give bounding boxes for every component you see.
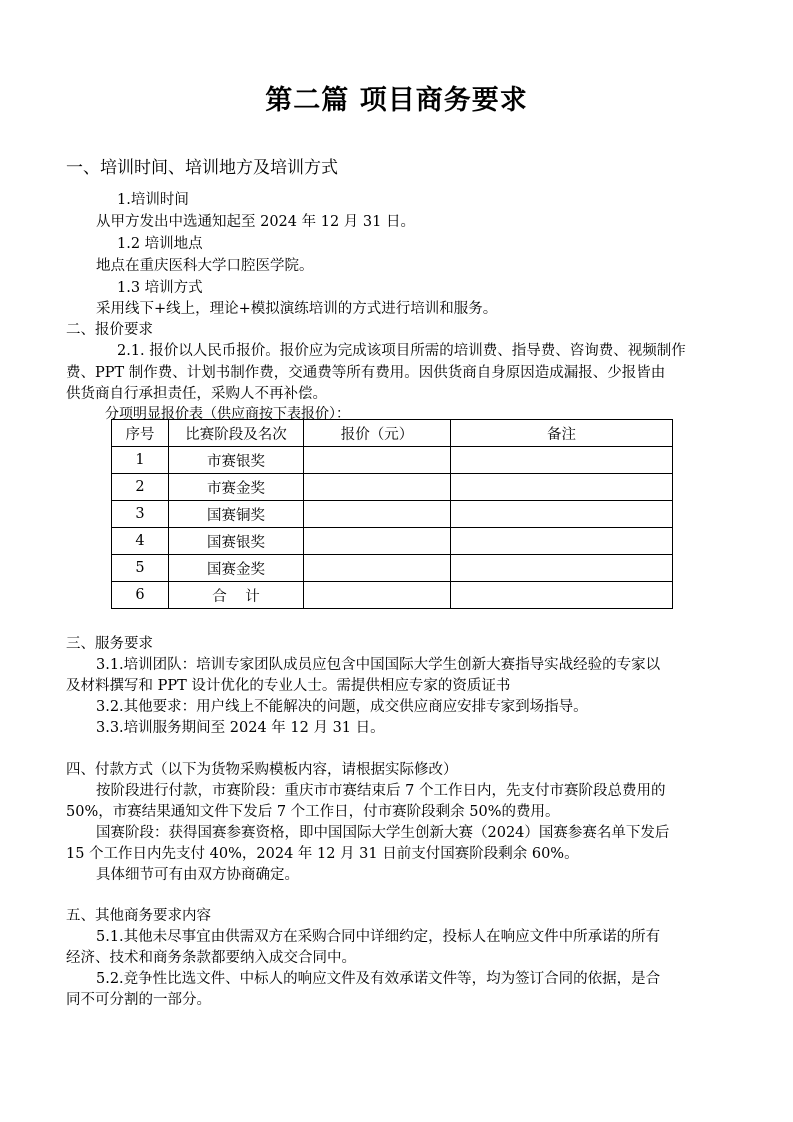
payment-stage-line-1: 按阶段进行付款，市赛阶段：重庆市市赛结束后 7 个工作日内，先支付市赛阶段总费用的 <box>96 783 666 799</box>
service-team-line-2: 及材料撰写和 PPT 设计优化的专业人士。需提供相应专家的资质证书 <box>66 678 511 694</box>
row-index: 6 <box>112 582 169 609</box>
page-title: 第二篇 项目商务要求 <box>265 85 528 116</box>
payment-stage-line-2: 50%，市赛结果通知文件下发后 7 个工作日，付市赛阶段剩余 50%的费用。 <box>66 804 560 820</box>
row-price-cell <box>304 474 451 501</box>
row-price-cell <box>304 528 451 555</box>
row-index: 5 <box>112 555 169 582</box>
row-stage: 市赛金奖 <box>169 474 304 501</box>
section-3-heading: 三、服务要求 <box>66 636 153 652</box>
pricing-paragraph-line-2: 费、PPT 制作费、计划书制作费，交通费等所有费用。因供货商自身原因造成漏报、少报皆由 <box>66 365 666 381</box>
row-stage: 合 计 <box>169 582 304 609</box>
table-row <box>112 582 673 609</box>
row-stage: 市赛银奖 <box>169 447 304 474</box>
row-price-cell <box>304 447 451 474</box>
training-time-label: 1.培训时间 <box>117 192 189 208</box>
row-price-cell <box>304 501 451 528</box>
row-stage: 国赛银奖 <box>169 528 304 555</box>
row-remark-cell <box>451 528 673 555</box>
table-row <box>112 447 673 474</box>
row-remark-cell <box>451 447 673 474</box>
table-caption: 分项明显报价表（供应商按下表报价）： <box>105 406 350 422</box>
service-other-requirement: 3.2.其他要求：用户线上不能解决的问题，成交供应商应安排专家到场指导。 <box>96 699 588 715</box>
training-location-label: 1.2 培训地点 <box>117 236 203 252</box>
section-2-heading: 二、报价要求 <box>66 322 153 338</box>
payment-national-line-1: 国赛阶段：获得国赛参赛资格，即中国国际大学生创新大赛（2024）国赛参赛名单下发后 <box>96 825 670 841</box>
header-stage: 比赛阶段及名次 <box>169 420 304 447</box>
table-header-row <box>112 420 673 447</box>
row-remark-cell <box>451 582 673 609</box>
header-price: 报价（元） <box>304 420 451 447</box>
row-stage: 国赛金奖 <box>169 555 304 582</box>
header-index: 序号 <box>112 420 169 447</box>
training-location-text: 地点在重庆医科大学口腔医学院。 <box>96 258 314 274</box>
training-time-text: 从甲方发出中选通知起至 2024 年 12 月 31 日。 <box>96 214 415 230</box>
contract-basis-line-2: 同不可分割的一部分。 <box>66 992 211 1008</box>
service-period: 3.3.培训服务期间至 2024 年 12 月 31 日。 <box>96 720 385 736</box>
table-row <box>112 555 673 582</box>
payment-national-line-2: 15 个工作日内先支付 40%，2024 年 12 月 31 日前支付国赛阶段剩余 60%。 <box>66 846 579 862</box>
row-remark-cell <box>451 474 673 501</box>
other-terms-line-2: 经济、技术和商务条款都要纳入成交合同中。 <box>66 950 356 966</box>
row-remark-cell <box>451 555 673 582</box>
price-table <box>111 419 673 609</box>
row-index: 4 <box>112 528 169 555</box>
pricing-paragraph-line-1: 2.1. 报价以人民币报价。报价应为完成该项目所需的培训费、指导费、咨询费、视频制作 <box>117 343 686 359</box>
row-index: 2 <box>112 474 169 501</box>
training-method-text: 采用线下+线上，理论+模拟演练培训的方式进行培训和服务。 <box>96 301 498 317</box>
row-index: 1 <box>112 447 169 474</box>
section-4-heading: 四、付款方式（以下为货物采购模板内容，请根据实际修改） <box>66 762 458 778</box>
header-remark: 备注 <box>451 420 673 447</box>
section-1-heading: 一、培训时间、培训地方及培训方式 <box>66 158 338 178</box>
other-terms-line-1: 5.1.其他未尽事宜由供需双方在采购合同中详细约定，投标人在响应文件中所承诺的所有 <box>96 929 661 945</box>
row-stage: 国赛铜奖 <box>169 501 304 528</box>
row-price-cell <box>304 582 451 609</box>
row-remark-cell <box>451 501 673 528</box>
pricing-paragraph-line-3: 供货商自行承担责任，采购人不再补偿。 <box>66 386 327 402</box>
table-row <box>112 501 673 528</box>
payment-details: 具体细节可有由双方协商确定。 <box>96 867 299 883</box>
row-price-cell <box>304 555 451 582</box>
row-index: 3 <box>112 501 169 528</box>
service-team-line-1: 3.1.培训团队：培训专家团队成员应包含中国国际大学生创新大赛指导实战经验的专家以 <box>96 657 661 673</box>
table-row <box>112 528 673 555</box>
table-row <box>112 474 673 501</box>
contract-basis-line-1: 5.2.竞争性比选文件、中标人的响应文件及有效承诺文件等，均为签订合同的依据，是合 <box>96 971 661 987</box>
section-5-heading: 五、其他商务要求内容 <box>66 908 211 924</box>
training-method-label: 1.3 培训方式 <box>117 280 203 296</box>
